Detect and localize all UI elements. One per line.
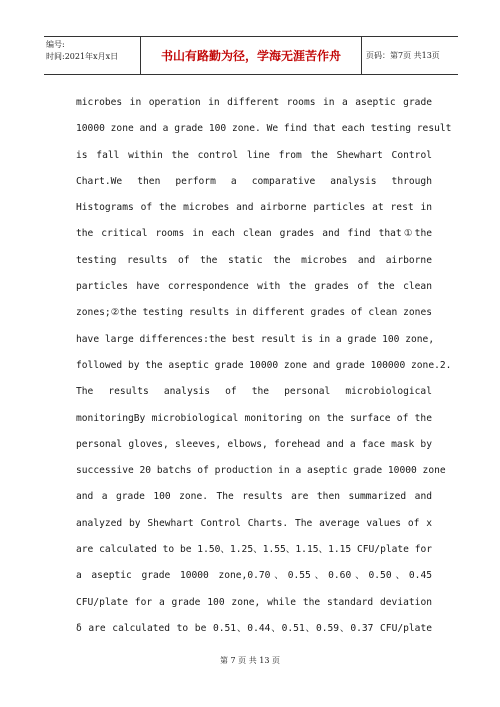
text-line: particles have correspondence with the grades of the clean (76, 281, 432, 293)
page-footer: 第 7 页 共 13 页 (220, 656, 280, 665)
page-header (44, 36, 458, 75)
body-text (76, 90, 452, 642)
text-line: followed by the aseptic grade 10000 zone and grade 100000 zone.2. (76, 359, 452, 371)
header-motto: 书山有路勤为径，学海无涯苦作舟 (141, 37, 362, 74)
text-line: CFU/plate for a grade 100 zone, while the standard deviation (76, 596, 432, 608)
text-line: analyzed by Shewhart Control Charts. The average values of x (76, 517, 432, 529)
text-line: are calculated to be 1.50、1.25、1.55、1.15、1.15 CFU/plate for (76, 544, 433, 556)
text-line: monitoringBy microbiological monitoring on the surface of the (76, 412, 432, 424)
text-line: testing results of the static the microbes and airborne (76, 254, 432, 266)
text-line: microbes in operation in different rooms in a aseptic grade (76, 97, 432, 108)
text-line: is fall within the control line from the Shewhart Control (76, 149, 432, 161)
header-meta (44, 37, 141, 74)
text-line: successive 20 batchs of production in a aseptic grade 10000 zone (76, 465, 446, 477)
text-line: the critical rooms in each clean grades and find that①the (76, 228, 432, 240)
text-line: δ are calculated to be 0.51、0.44、0.51、0.59、0.37 CFU/plate (76, 622, 432, 634)
text-line: a aseptic grade 10000 zone,0.70、0.55、0.60、0.50、0.45 (76, 570, 432, 582)
text-line: Histograms of the microbes and airborne particles at rest in (76, 202, 432, 214)
text-line: 10000 zone and a grade 100 zone. We find that each testing result (76, 123, 452, 135)
text-line: have large differences:the best result is in a grade 100 zone, (76, 333, 435, 345)
code-label: 编号: (46, 40, 65, 49)
time-label: 时间:2021年x月x日 (46, 52, 119, 61)
text-line: The results analysis of the personal microbiological (76, 386, 432, 398)
text-line: personal gloves, sleeves, elbows, forehead and a face mask by (76, 438, 432, 450)
text-line: and a grade 100 zone. The results are then summarized and (76, 491, 432, 503)
header-page-number: 页码：第7页 共13页 (366, 51, 440, 60)
text-line: Chart.We then perform a comparative analysis through (76, 175, 432, 187)
text-line: zones;②the testing results in different grades of clean zones (76, 307, 432, 319)
